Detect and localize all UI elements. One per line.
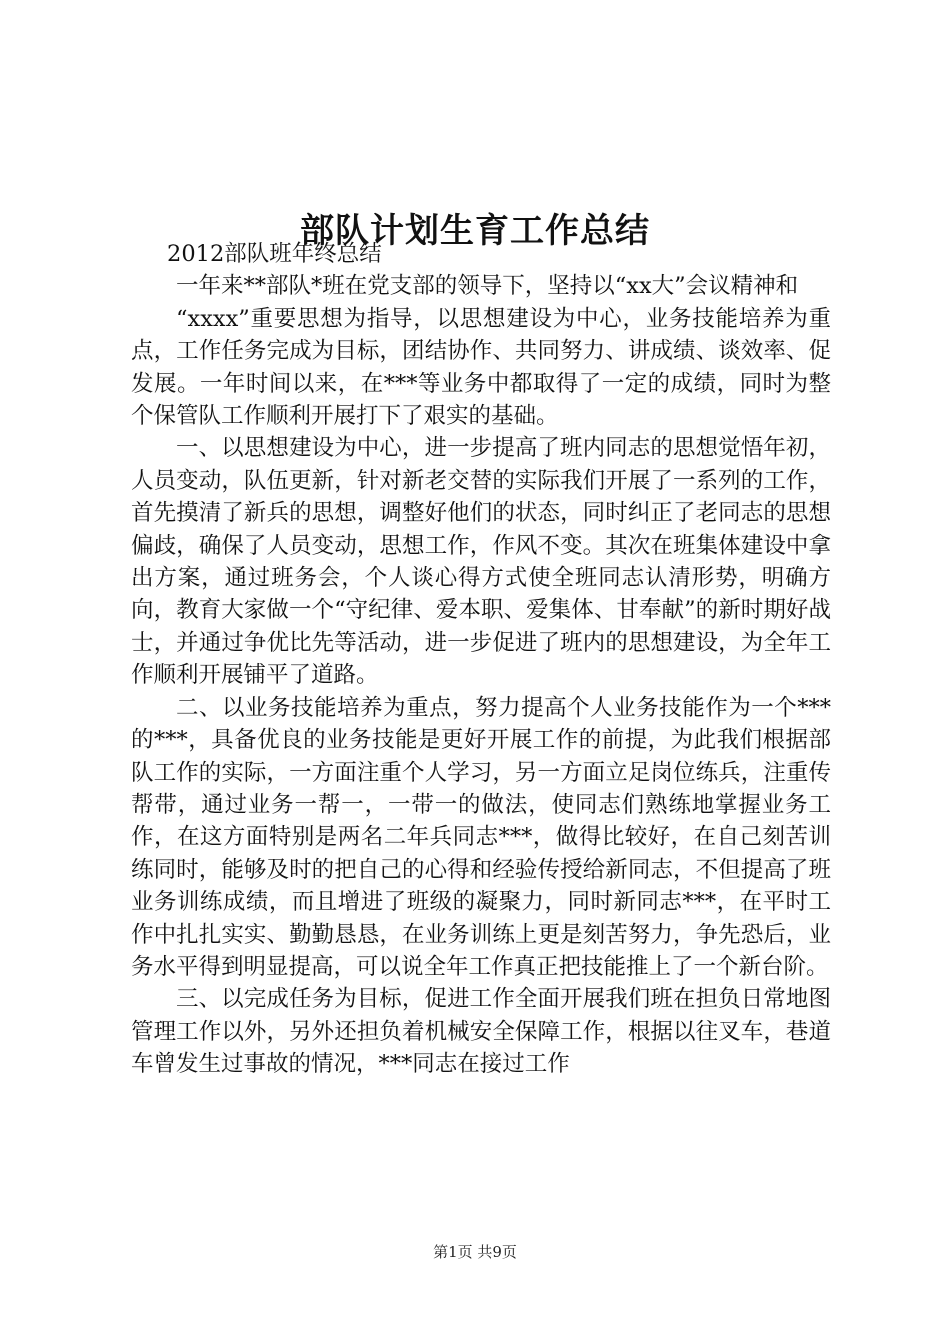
document-title: 部队计划生育工作总结 [300, 210, 650, 251]
paragraph-intro: 一年来**部队*班在党支部的领导下，坚持以“xx大”会议精神和 [176, 273, 799, 300]
paragraph-guidance: “xxxx”重要思想为指导，以思想建设为中心，业务技能培养为重点，工作任务完成为目标，团结协作、共同努力、讲成绩、谈效率、促发展。一年时间以来，在***等业务中都取得了一定的成绩，同时为整个保管队工作顺利开展打下了艰实的基础。 [131, 305, 831, 430]
paragraph-section-three: 三、以完成任务为目标，促进工作全面开展我们班在担负日常地图管理工作以外，另外还担负着机械安全保障工作，根据以往叉车，巷道车曾发生过事故的情况，***同志在接过工作 [131, 986, 831, 1078]
paragraph-section-two: 二、以业务技能培养为重点，努力提高个人业务技能作为一个***的***，具备优良的业务技能是更好开展工作的前提，为此我们根据部队工作的实际，一方面注重个人学习，另一方面立足岗位练兵，注重传帮带，通过业务一帮一，一带一的做法，使同志们熟练地掌握业务工作，在这方面特别是两名二年兵同志***，做得比较好，在自己刻苦训练同时，能够及时的把自己的心得和经验传授给新同志，不但提高了班业务训练成绩，而且增进了班级的凝聚力，同时新同志***，在平时工作中扎扎实实、勤勤恳恳，在业务训练上更是刻苦努力，争先恐后，业务水平得到明显提高，可以说全年工作真正把技能推上了一个新台阶。 [131, 694, 831, 980]
page-footer: 第1页 共9页 [433, 1243, 517, 1261]
document-body [131, 238, 831, 1081]
paragraph-section-one: 一、以思想建设为中心，进一步提高了班内同志的思想觉悟年初，人员变动，队伍更新，针对新老交替的实际我们开展了一系列的工作，首先摸清了新兵的思想，调整好他们的状态，同时纠正了老同志的思想偏歧，确保了人员变动，思想工作，作风不变。其次在班集体建设中拿出方案，通过班务会，个人谈心得方式使全班同志认清形势，明确方向，教育大家做一个“守纪律、爱本职、爱集体、甘奉献”的新时期好战士，并通过争优比先等活动，进一步促进了班内的思想建设，为全年工作顺利开展铺平了道路。 [131, 435, 831, 689]
document-subtitle: 2012部队班年终总结 [167, 241, 382, 267]
